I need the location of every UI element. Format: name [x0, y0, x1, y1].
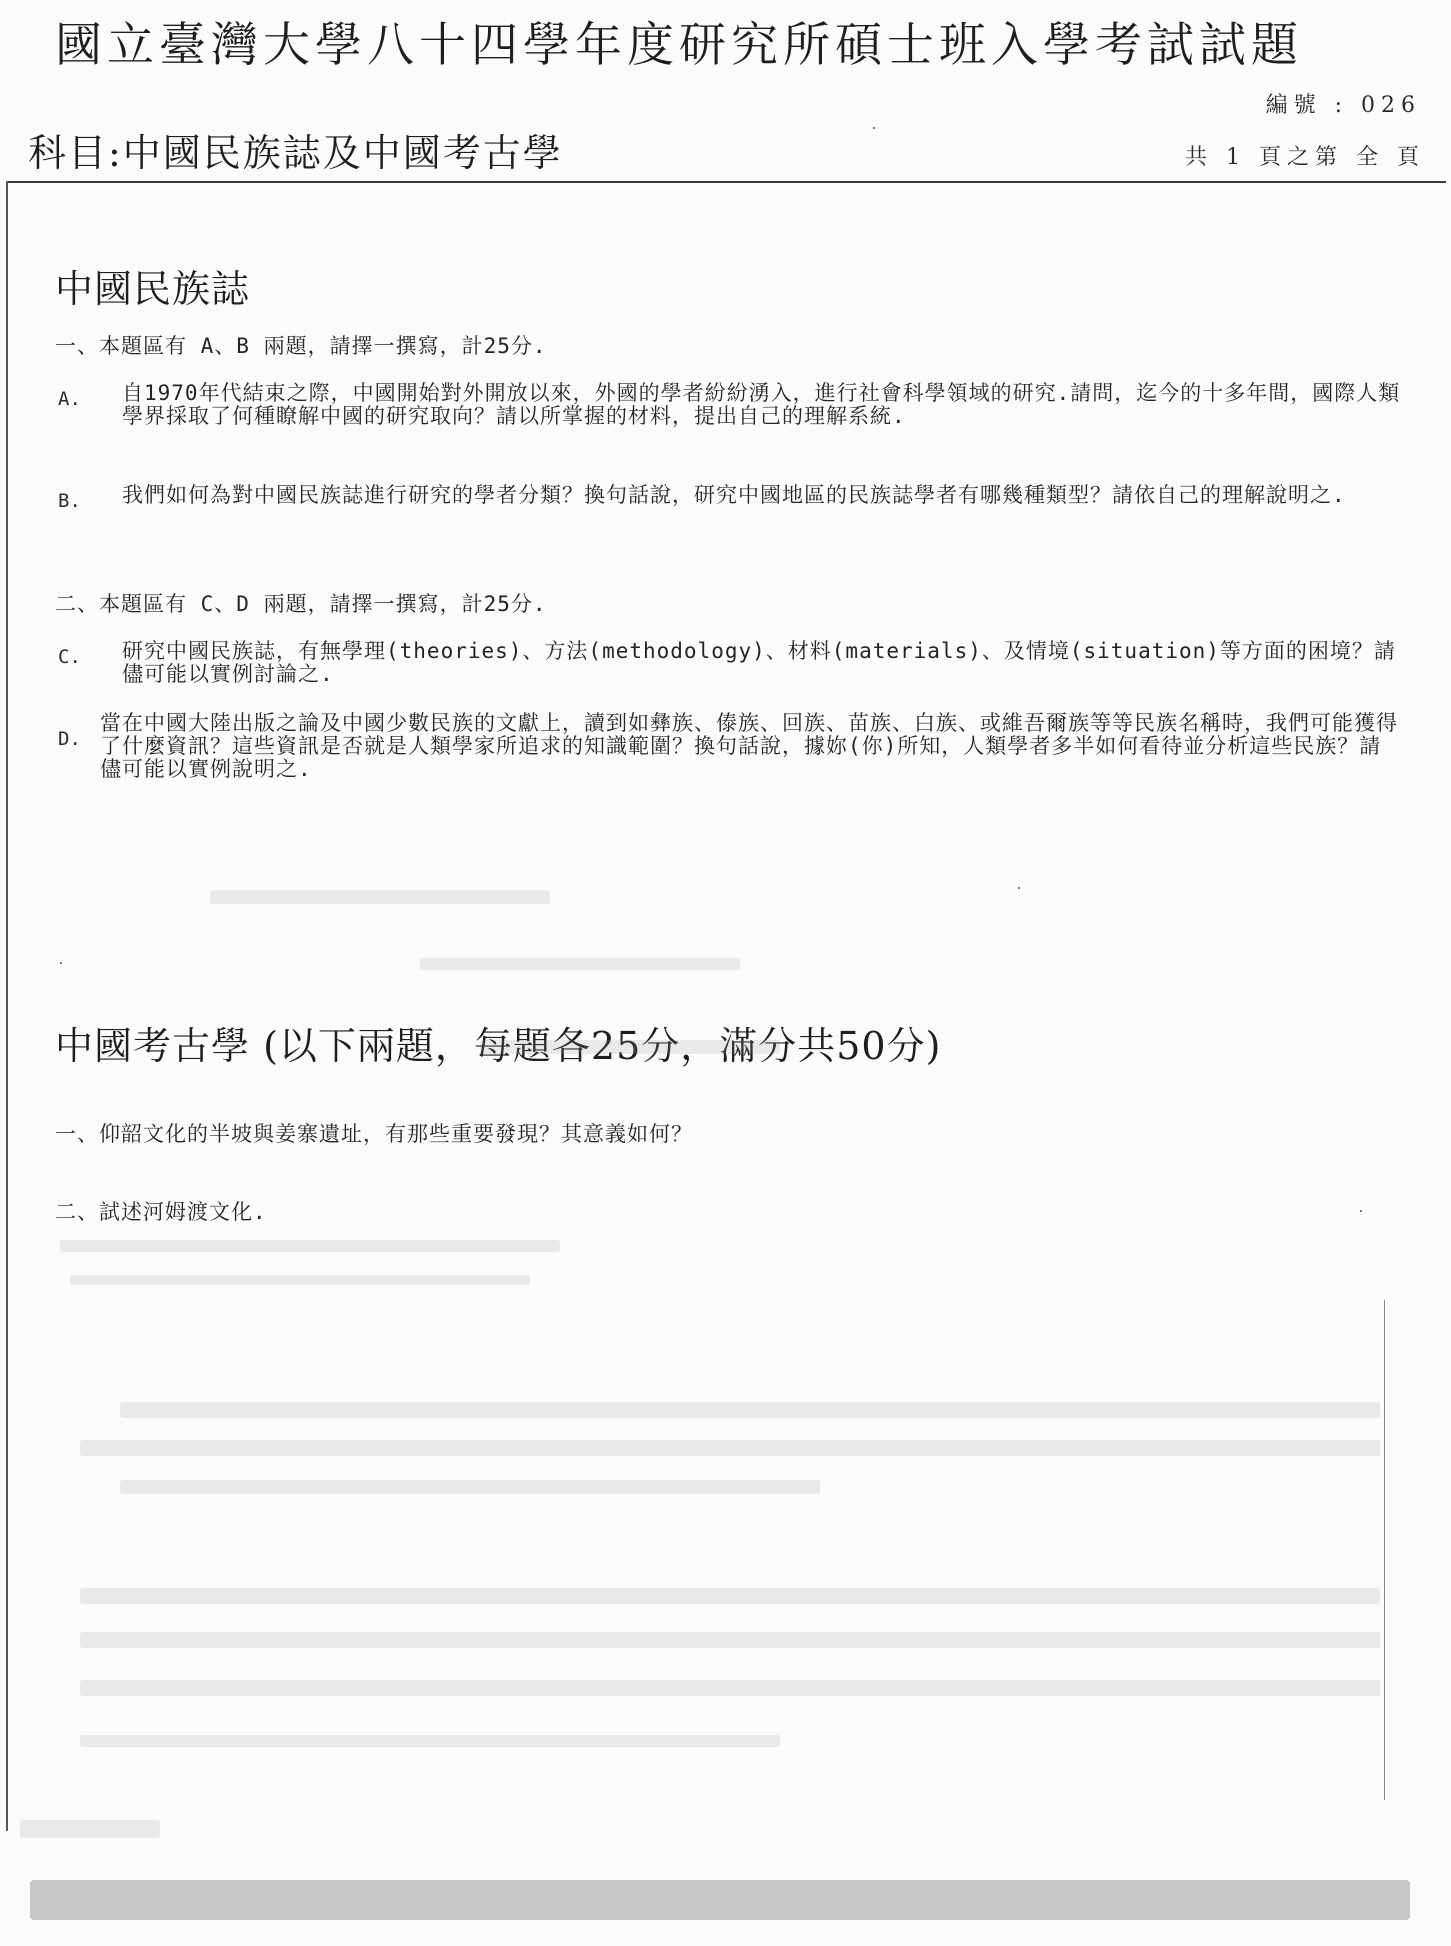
exam-subject: 科目:中國民族誌及中國考古學 [28, 131, 563, 175]
section-heading-archaeology: 中國考古學 (以下兩題，每題各25分，滿分共50分) [55, 1024, 942, 1068]
scan-speck [60, 962, 62, 964]
bleed-through-mark [80, 1680, 1380, 1696]
bleed-through-mark [80, 1735, 780, 1747]
bleed-through-mark [70, 1275, 530, 1285]
scan-speck [1018, 887, 1020, 889]
section-heading-ethnography: 中國民族誌 [55, 267, 251, 311]
bleed-through-mark [20, 1820, 160, 1838]
bleed-through-mark [80, 1440, 1380, 1456]
bleed-through-mark [420, 958, 740, 970]
archaeology-question-1: 一、仰韶文化的半坡與姜寨遺址，有那些重要發現？其意義如何？ [55, 1122, 693, 1146]
university-title: 國立臺灣大學八十四學年度研究所碩士班入學考試試題 [55, 18, 1303, 73]
bleed-through-mark [60, 1240, 560, 1252]
group1-instruction: 一、本題區有 A、B 兩題，請擇一撰寫，計25分. [55, 334, 547, 358]
bleed-through-mark [80, 1632, 1380, 1648]
group2-instruction: 二、本題區有 C、D 兩題，請擇一撰寫，計25分. [55, 592, 547, 616]
bleed-through-mark [120, 1480, 820, 1494]
question-c-label: C. [58, 646, 81, 668]
question-c-text: 研究中國民族誌，有無學理(theories)、方法(methodology)、材料(materials)、及情境(situation)等方面的困境？請儘可能以實例討論之. [122, 639, 1396, 686]
frame-top-rule [6, 181, 1446, 183]
exam-serial-number: 編號 : 026 [1265, 93, 1421, 118]
bleed-through-bottom-band [30, 1880, 1410, 1920]
bleed-through-mark [480, 1040, 780, 1054]
archaeology-question-2: 二、試述河姆渡文化. [55, 1200, 267, 1224]
question-a-label: A. [58, 388, 81, 410]
question-b-text: 我們如何為對中國民族誌進行研究的學者分類？換句話說，研究中國地區的民族誌學者有哪幾種類型？請依自己的理解說明之. [122, 483, 1346, 507]
question-d-label: D. [58, 728, 81, 750]
bleed-through-mark [210, 890, 550, 904]
scan-speck [1360, 1210, 1362, 1212]
scan-speck [873, 127, 875, 129]
bleed-through-mark [80, 1588, 1380, 1604]
question-b-label: B. [58, 490, 81, 512]
frame-right-rule [1384, 1300, 1385, 1800]
frame-left-rule [6, 181, 8, 1831]
bleed-through-mark [120, 1402, 1380, 1418]
question-a-text: 自1970年代結束之際，中國開始對外開放以來，外國的學者紛紛湧入，進行社會科學領域的研究.請問，迄今的十多年間，國際人類學界採取了何種瞭解中國的研究取向？請以所掌握的材料，提出自己的理解系統. [122, 381, 1401, 428]
page-count: 共 1 頁之第 全 頁 [1185, 145, 1425, 170]
question-d-text: 當在中國大陸出版之論及中國少數民族的文獻上，讀到如彝族、傣族、回族、苗族、白族、或維吾爾族等等民族名稱時，我們可能獲得了什麼資訊？這些資訊是否就是人類學家所追求的知識範圍？換句話說，據妳(你)所知，人類學者多半如何看待並分析這些民族？請儘可能以實例說明之. [100, 711, 1398, 781]
